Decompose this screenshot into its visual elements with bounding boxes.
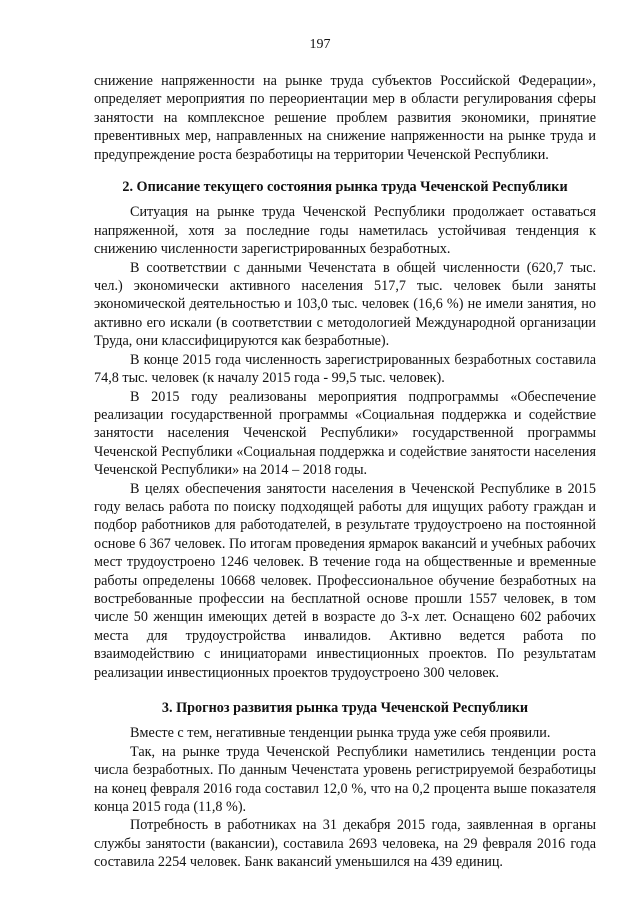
section-2-paragraph: В конце 2015 года численность зарегистрированных безработных составила 74,8 тыс. человек (к началу 2015 года - 99,5 тыс. человек). <box>94 351 596 387</box>
page-number: 197 <box>309 37 331 52</box>
section-2-heading: 2. Описание текущего состояния рынка труда Чеченской Республики <box>122 179 568 196</box>
section-3-paragraph: Потребность в работниках на 31 декабря 2015 года, заявленная в органы службы занятости (вакансии), составила 2693 человека, на 29 февраля 2016 года составила 2254 человек. Банк вакансий уменьшился на 439 единиц. <box>94 817 596 871</box>
section-3-paragraph: Так, на рынке труда Чеченской Республики наметились тенденции роста числа безработных. По данным Чеченстата уровень регистрируемой безработицы на конец февраля 2016 года составил 12,0 %, что на 0,2 процента выше показателя конца 2015 года (11,8 %). <box>94 743 596 816</box>
page-content <box>94 72 596 872</box>
section-3-paragraph: Вместе с тем, негативные тенденции рынка труда уже себя проявили. <box>130 725 551 742</box>
section-2-paragraph: Ситуация на рынке труда Чеченской Республики продолжает оставаться напряженной, хотя за последние годы наметилась устойчивая тенденция к снижению численности зарегистрированных безработных. <box>94 204 596 258</box>
section-2-paragraph: В соответствии с данными Чеченстата в общей численности (620,7 тыс. чел.) экономически активного населения 517,7 тыс. человек были заняты экономической деятельностью и 103,0 тыс. человек (16,6 %) не имели занятия, но активно его искали (в соответствии с методологией Международной организации Труда, они классифицируются как безработные). <box>94 259 596 350</box>
section-3-heading: 3. Прогноз развития рынка труда Чеченской Республики <box>161 700 529 716</box>
section-2-paragraph: В целях обеспечения занятости населения в Чеченской Республике в 2015 году велась работа по поиску подходящей работы для ищущих работу граждан и подбор работников для работодателей, в результате трудоустроено на постоянной основе 6 367 человек. По итогам проведения ярмарок вакансий и учебных рабочих мест трудоустроено 1246 человек. В течение года на общественные и временные работы определены 10668 человек. Профессиональное обучение безработных на востребованные профессии на бесплатной основе прошли 1557 человек, в том числе 50 женщин имеющих детей в возрасте до 3-х лет. Оснащено 602 рабочих места для трудоустройства инвалидов. Активно ведется работа по взаимодействию с инициаторами инвестиционных проектов. По результатам реализации инвестиционных проектов трудоустроено 300 человек. <box>94 480 596 681</box>
section-2-paragraph: В 2015 году реализованы мероприятия подпрограммы «Обеспечение реализации государственной программы «Социальная поддержка и содействие занятости населения Чеченской Республики» государственной программы Чеченской Республики «Социальная поддержка и содействие занятости населения Чеченской Республики» на 2014 – 2018 годы. <box>94 388 596 479</box>
intro-paragraph: снижение напряженности на рынке труда субъектов Российской Федерации», определяет мероприятия по переориентации мер в области регулирования сферы занятости на комплексное решение проблем развития экономики, принятие превентивных мер, направленных на снижение напряженности на рынке труда и предупреждение роста безработицы на территории Чеченской Республики. <box>94 73 596 163</box>
